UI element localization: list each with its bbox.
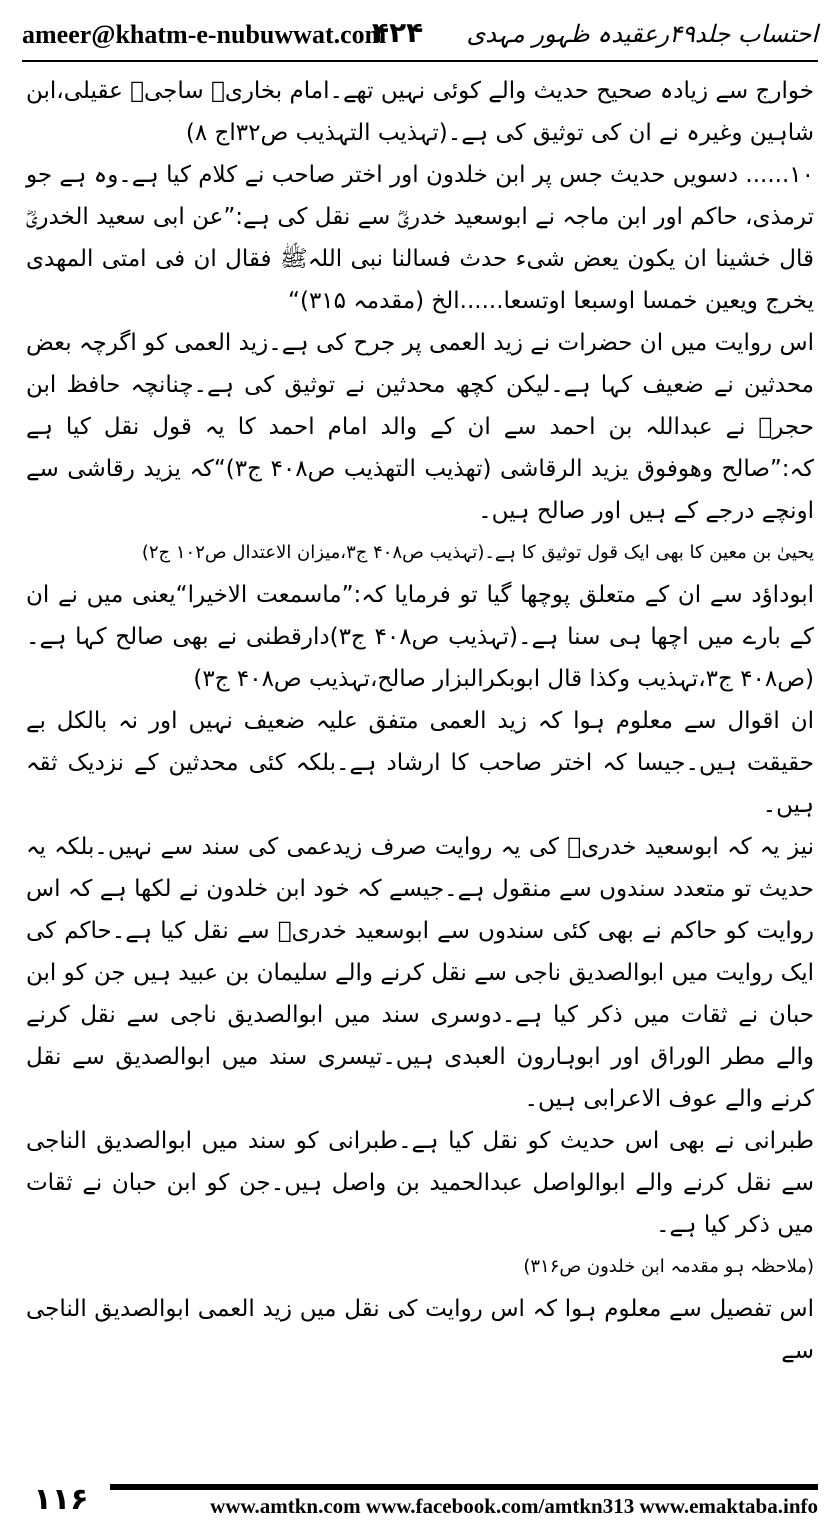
paragraph: ان اقوال سے معلوم ہوا کہ زید العمی متفق علیہ ضعیف نہیں اور نہ بالکل بے حقیقت ہیں۔جیسا کہ اختر صاحب کا ارشاد ہے۔بلکہ کئی محدثین کے نزدیک ثقہ ہیں۔ xyxy=(26,708,814,818)
footer-page-number: ۱۱۶ xyxy=(33,1481,89,1517)
paragraph: خوارج سے زیادہ صحیح حدیث والے کوئی نہیں تھے۔امام بخاریؒ ساجیؒ عقیلی،ابن شاہین وغیرہ نے ان کی توثیق کی ہے۔(تہذیب التہذیب ص۳۲اج ۸) xyxy=(26,78,814,146)
paragraph-reference: (ملاحظہ ہو مقدمہ ابن خلدون ص۳۱۶) xyxy=(523,1256,814,1277)
paragraph: طبرانی نے بھی اس حدیث کو نقل کیا ہے۔طبرانی کو سند میں ابوالصدیق الناجی سے نقل کرنے والے ابوالواصل عبدالحمید بن واصل ہیں۔جن کو ابن حبان نے ثقات میں ذکر کیا ہے۔ xyxy=(26,1128,814,1238)
page-footer xyxy=(22,1474,818,1524)
page-body xyxy=(26,70,814,1460)
paragraph-reference: یحییٰ بن معین کا بھی ایک قول توثیق کا ہے۔(تہذیب ص۴۰۸ ج۳،میزان الاعتدال ص۱۰۲ ج۲) xyxy=(141,542,814,563)
header-email: ameer@khatm-e-nubuwwat.com xyxy=(22,20,387,49)
paragraph: ابوداؤد سے ان کے متعلق پوچھا گیا تو فرمایا کہ:”ماسمعت الاخیرا“یعنی میں نے ان کے بارے میں اچھا ہی سنا ہے۔(تہذیب ص۴۰۸ ج۳)دارقطنی نے بھی صالح کہا ہے۔(ص۴۰۸ ج۳،تہذیب وکذا قال ابوبکرالبزار صالح،تہذیب ص۴۰۸ ج۳) xyxy=(26,582,814,692)
paragraph: نیز یہ کہ ابوسعید خدریؓ کی یہ روایت صرف زیدعمی کی سند سے نہیں۔بلکہ یہ حدیث تو متعدد سندوں سے منقول ہے۔جیسے کہ خود ابن خلدون نے لکھا ہے کہ اس روایت کو حاکم نے بھی کئی سندوں سے ابوسعید خدریؓ سے نقل کیا ہے۔حاکم کی ایک روایت میں ابوالصدیق ناجی سے نقل کرنے والے سلیمان بن عبید ہیں جن کو ابن حبان نے ثقات میں ذکر کیا ہے۔دوسری سند میں ابوالصدیق ناجی سے نقل کرنے والے مطر الوراق اور ابوہارون العبدی ہیں۔تیسری سند میں ابوالصدیق سے نقل کرنے والے عوف الاعرابی ہیں۔ xyxy=(26,834,814,1112)
header-book-title: احتساب جلد۴۹رعقیدہ ظہور مہدی xyxy=(466,20,818,48)
footer-websites: www.amtkn.com www.facebook.com/amtkn313 www.emaktaba.info xyxy=(210,1494,818,1518)
paragraph: اس تفصیل سے معلوم ہوا کہ اس روایت کی نقل میں زید العمی ابوالصدیق الناجی سے xyxy=(26,1296,814,1364)
footer-divider xyxy=(110,1484,818,1490)
paragraph: ۱۰...... دسویں حدیث جس پر ابن خلدون اور اختر صاحب نے کلام کیا ہے۔وہ ہے جو ترمذی، حاکم اور ابن ماجہ نے ابوسعید خدریؓ سے نقل کی ہے:”عن ابی سعید الخدریؓ قال خشینا ان یکون یعض شیء حدث فسالنا نبی اللہﷺ فقال ان فی امتی المھدی یخرج ویعین خمسا اوسبعا اوتسعا......الخ (مقدمہ ۳۱۵)“ xyxy=(26,162,814,314)
header-divider xyxy=(22,60,818,62)
header-page-number: ۴۲۴ xyxy=(372,16,424,49)
paragraph: اس روایت میں ان حضرات نے زید العمی پر جرح کی ہے۔زید العمی کو اگرچہ بعض محدثین نے ضعیف کہا ہے۔لیکن کچھ محدثین نے توثیق کی ہے۔چنانچہ حافظ ابن حجرؒ نے عبداللہ بن احمد سے ان کے والد امام احمد کا یہ قول نقل کیا ہے کہ:”صالح وھوفوق یزید الرقاشی (تھذیب التھذیب ص۴۰۸ ج۳)“کہ یزید رقاشی سے اونچے درجے کے ہیں اور صالح ہیں۔ xyxy=(26,330,814,524)
page-header xyxy=(22,14,818,56)
